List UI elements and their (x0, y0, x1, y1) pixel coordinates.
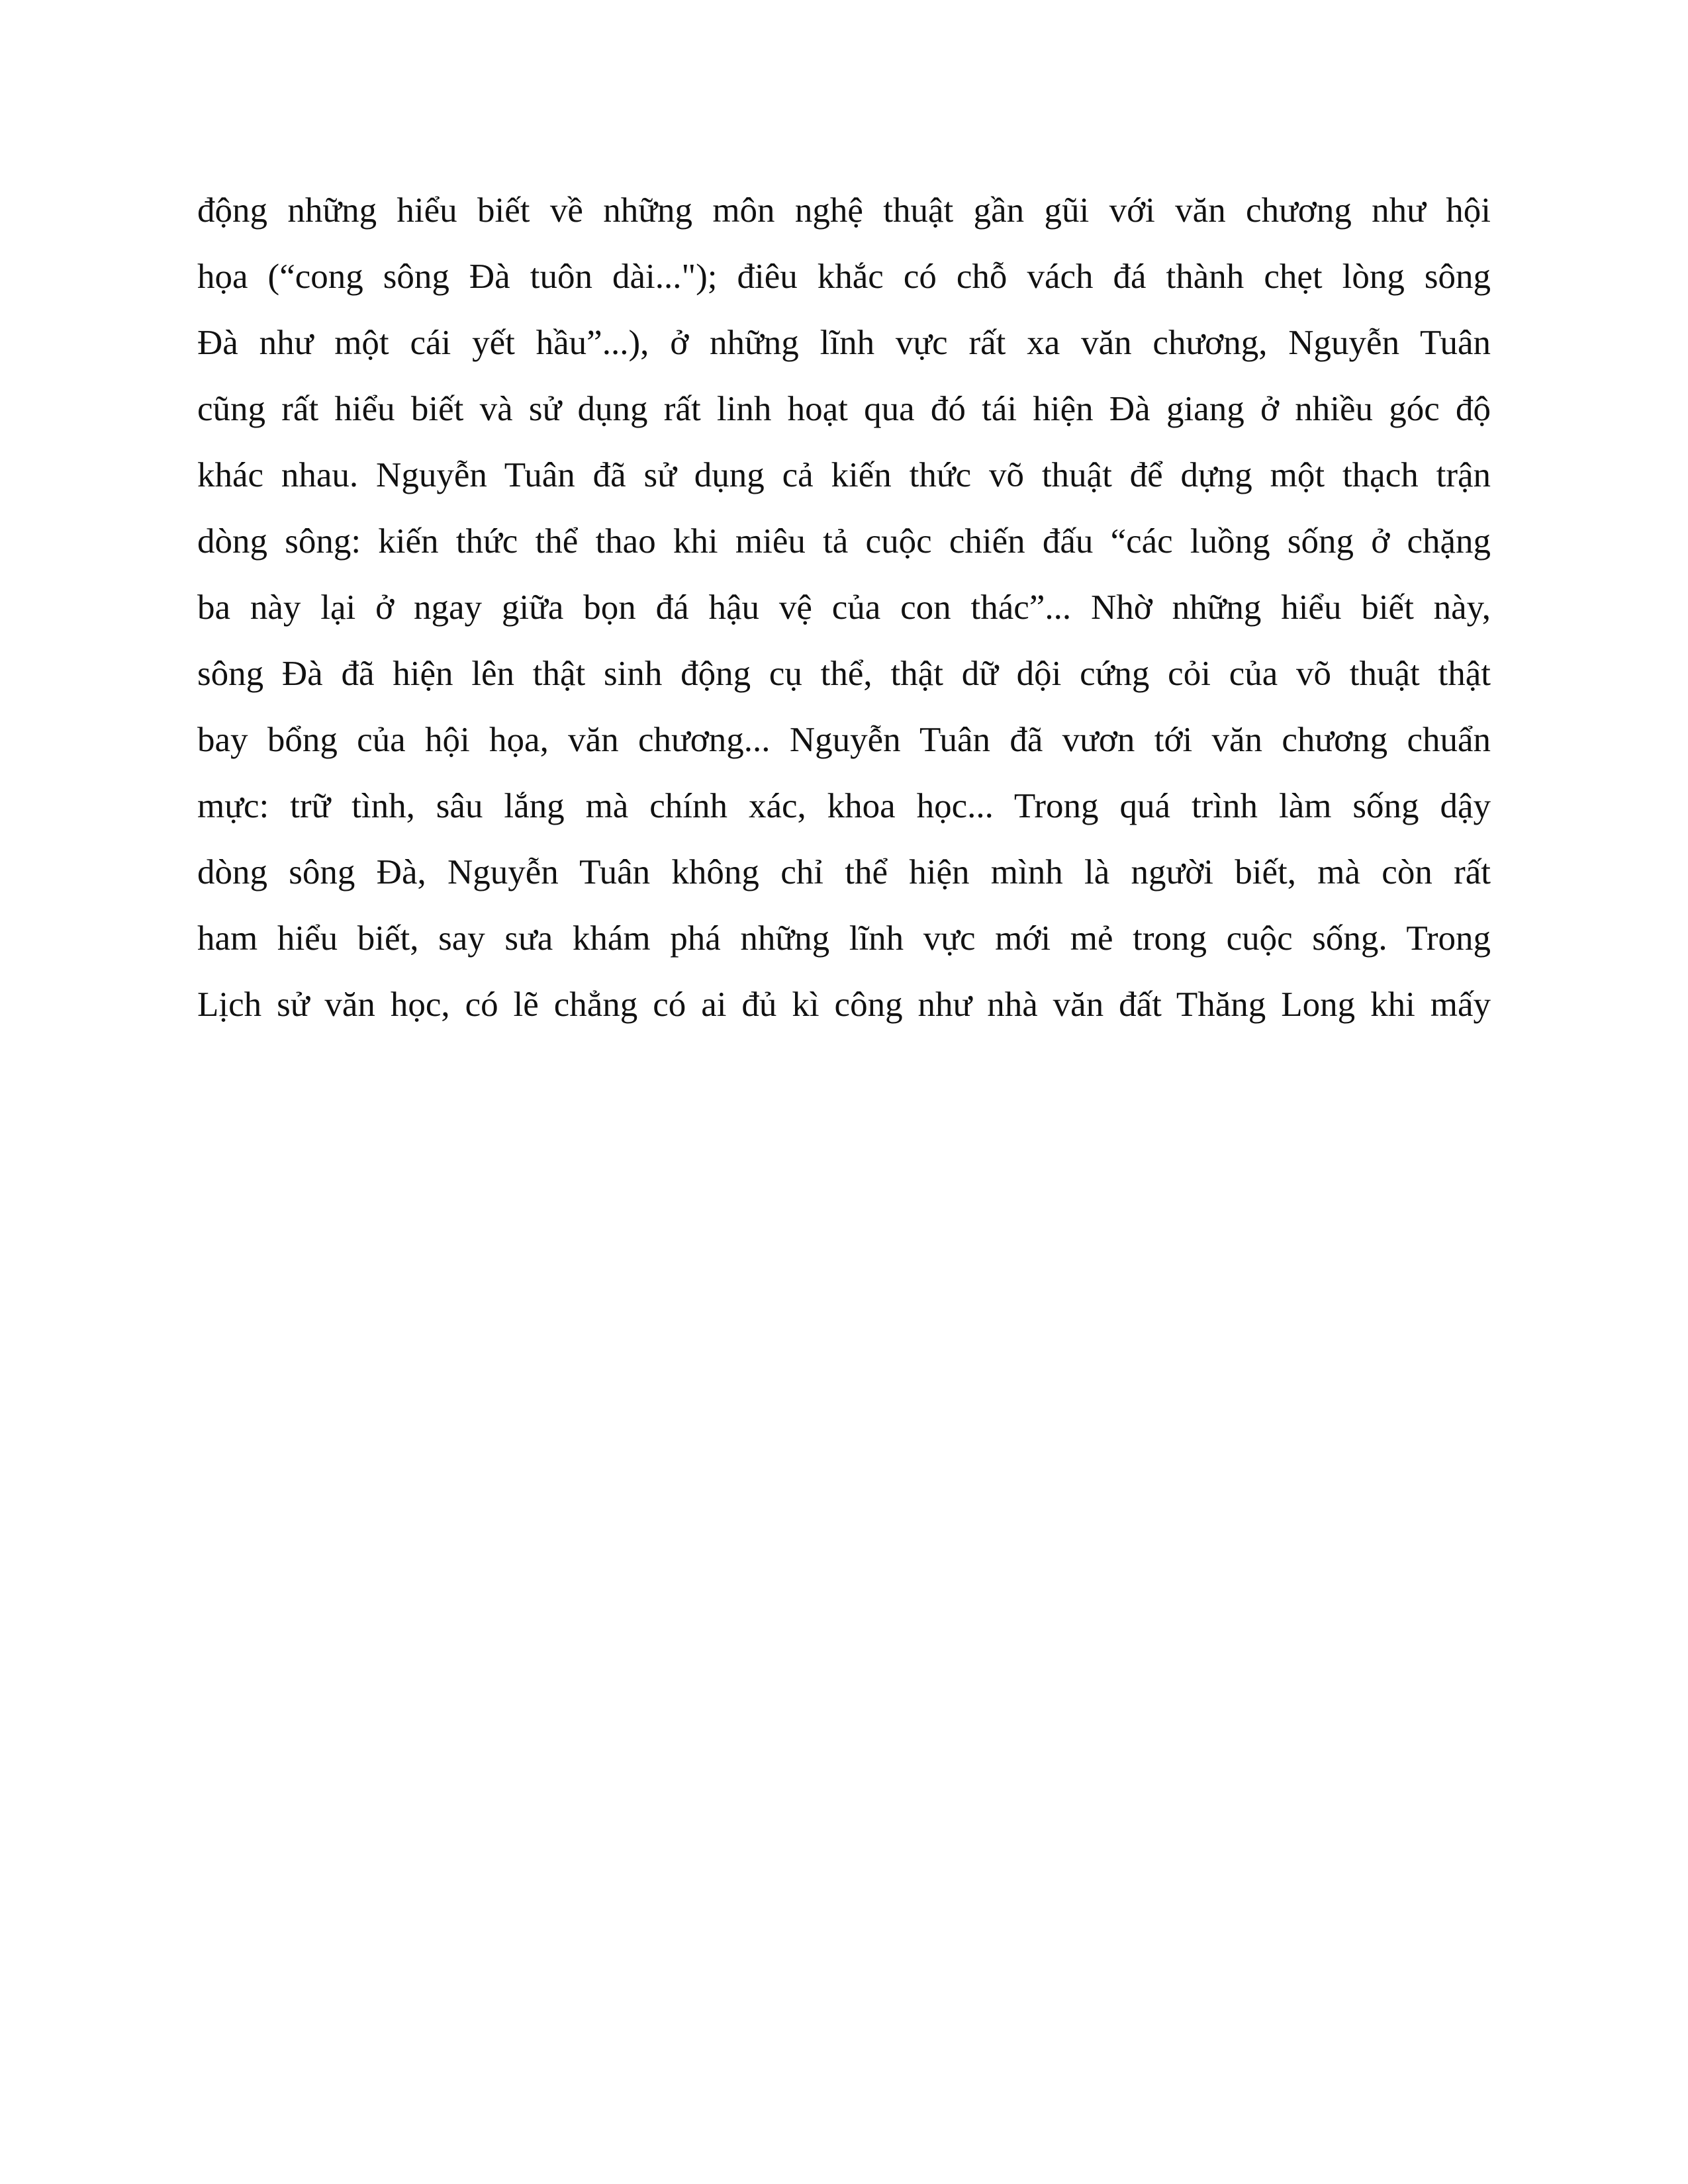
text-line: mực: trữ tình, sâu lắng mà chính xác, khoa học... Trong quá trình làm sống dậy (197, 787, 1491, 825)
text-line: dòng sông Đà, Nguyễn Tuân không chỉ thể hiện mình là người biết, mà còn rất (197, 853, 1491, 891)
body-paragraph (197, 177, 1491, 1038)
text-line: họa (“cong sông Đà tuôn dài..."); điêu khắc có chỗ vách đá thành chẹt lòng sông (197, 257, 1491, 296)
text-line: động những hiểu biết về những môn nghệ thuật gần gũi với văn chương như hội (197, 191, 1491, 230)
text-line: ham hiểu biết, say sưa khám phá những lĩnh vực mới mẻ trong cuộc sống. Trong (197, 919, 1491, 958)
text-line: Đà như một cái yết hầu”...), ở những lĩnh vực rất xa văn chương, Nguyễn Tuân (197, 324, 1491, 362)
text-line: bay bổng của hội họa, văn chương... Nguyễn Tuân đã vươn tới văn chương chuẩn (197, 721, 1491, 759)
text-line: ba này lại ở ngay giữa bọn đá hậu vệ của con thác”... Nhờ những hiểu biết này, (197, 588, 1491, 627)
text-line: khác nhau. Nguyễn Tuân đã sử dụng cả kiến thức võ thuật để dựng một thạch trận (197, 456, 1491, 494)
text-line: sông Đà đã hiện lên thật sinh động cụ thể, thật dữ dội cứng cỏi của võ thuật thật (197, 655, 1491, 693)
text-line: Lịch sử văn học, có lẽ chẳng có ai đủ kì công như nhà văn đất Thăng Long khi mấy (197, 985, 1491, 1024)
text-line: dòng sông: kiến thức thể thao khi miêu tả cuộc chiến đấu “các luồng sống ở chặng (197, 522, 1491, 561)
text-line: cũng rất hiểu biết và sử dụng rất linh hoạt qua đó tái hiện Đà giang ở nhiều góc độ (197, 390, 1491, 428)
